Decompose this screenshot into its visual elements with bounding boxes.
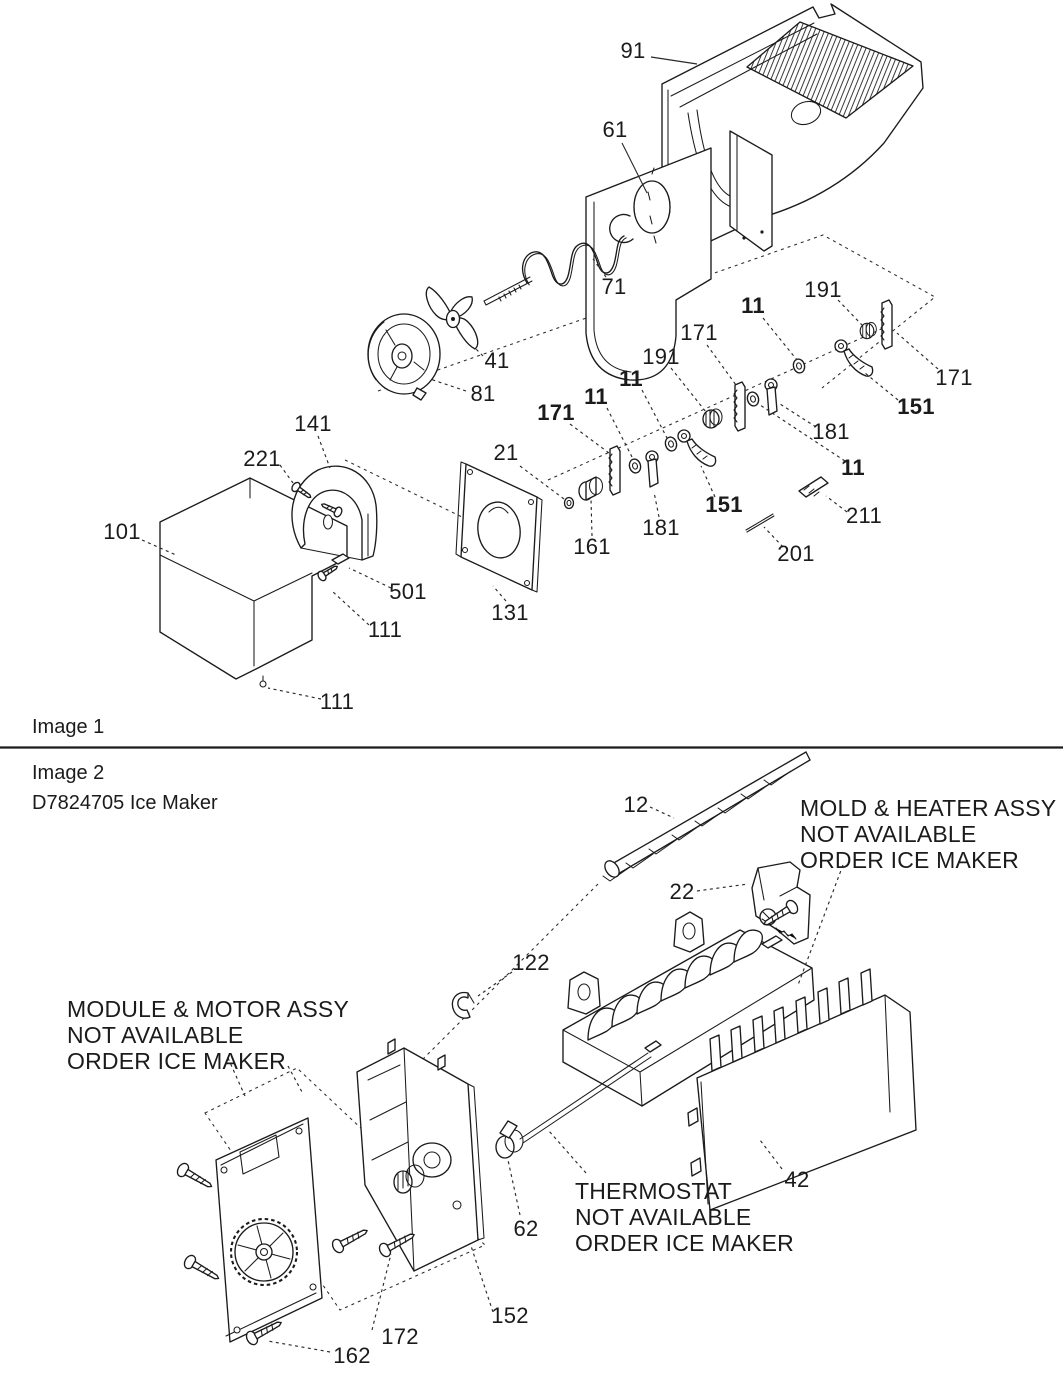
mold-heater-note-line: NOT AVAILABLE bbox=[800, 821, 977, 847]
image1-part-label-11: 11 bbox=[841, 455, 865, 480]
leader-line bbox=[838, 300, 862, 325]
bearing-clip-122-drawing bbox=[452, 992, 474, 1018]
ring-drawing bbox=[565, 498, 574, 509]
pin-201-drawing bbox=[746, 514, 774, 532]
spacer-191a-drawing bbox=[703, 409, 722, 428]
stud-211-drawing bbox=[799, 477, 828, 497]
leader-line bbox=[697, 884, 748, 891]
image1-part-label-221: 221 bbox=[243, 446, 281, 471]
leader-line bbox=[654, 492, 659, 517]
rotor-pulley-drawing bbox=[368, 314, 440, 400]
image1-part-label-151: 151 bbox=[897, 394, 935, 419]
image1-part-label-211: 211 bbox=[846, 503, 882, 528]
auger-motor-housing-drawing bbox=[160, 478, 347, 687]
image1-part-label-81: 81 bbox=[470, 381, 496, 406]
leader-line bbox=[508, 1160, 520, 1215]
arm-151a-drawing bbox=[678, 430, 716, 466]
leader-line bbox=[332, 591, 369, 625]
thermostat-note bbox=[575, 1178, 794, 1256]
image1-part-label-201: 201 bbox=[777, 541, 815, 566]
leader-line bbox=[865, 373, 898, 400]
image1-part-label-11: 11 bbox=[741, 293, 765, 318]
ice-stripper-22-drawing bbox=[752, 862, 810, 944]
module-motor-note-line: ORDER ICE MAKER bbox=[67, 1048, 286, 1074]
mold-heater-note-line: ORDER ICE MAKER bbox=[800, 847, 1019, 873]
link-181a-drawing bbox=[646, 451, 658, 487]
blade-171a-drawing bbox=[609, 446, 620, 495]
leader-line bbox=[780, 404, 816, 427]
image1-part-label-181: 181 bbox=[812, 419, 850, 444]
spacer-191b-drawing bbox=[860, 323, 876, 339]
image1-part-label-91: 91 bbox=[620, 38, 646, 63]
thermostat-note-line: THERMOSTAT bbox=[575, 1178, 733, 1204]
leader-line bbox=[430, 379, 466, 391]
image2-part-label-12: 12 bbox=[623, 792, 649, 817]
image2-subtitle: D7824705 Ice Maker bbox=[32, 792, 218, 814]
image2-part-label-62: 62 bbox=[513, 1216, 539, 1241]
thermostat-note-line: NOT AVAILABLE bbox=[575, 1204, 752, 1230]
screw-drawing bbox=[182, 1253, 222, 1284]
leader-line bbox=[318, 436, 330, 468]
screw-drawing bbox=[330, 1224, 370, 1254]
image1-part-label-131: 131 bbox=[491, 600, 529, 625]
leader-line bbox=[268, 688, 321, 699]
mold-heater-note-line: MOLD & HEATER ASSY bbox=[800, 795, 1057, 821]
mounting-plate-drawing bbox=[456, 462, 542, 592]
image2-part-label-162: 162 bbox=[333, 1343, 371, 1368]
leader-line bbox=[651, 57, 697, 64]
image1-part-label-61: 61 bbox=[602, 117, 628, 142]
image1-part-label-111: 111 bbox=[367, 617, 403, 642]
leader-line bbox=[671, 368, 706, 412]
leader-line bbox=[591, 499, 592, 536]
image1-part-label-21: 21 bbox=[493, 440, 519, 465]
image1-part-label-181: 181 bbox=[642, 515, 680, 540]
module-housing-drawing bbox=[357, 1039, 484, 1271]
leader-line bbox=[268, 1341, 330, 1352]
image1-part-label-191: 191 bbox=[642, 344, 680, 369]
leader-line bbox=[570, 424, 609, 453]
washer-11d-drawing bbox=[792, 358, 806, 374]
image1-part-label-161: 161 bbox=[573, 534, 611, 559]
leader-line bbox=[349, 568, 391, 588]
auger-shaft-drawing bbox=[484, 277, 532, 305]
image2-part-label-42: 42 bbox=[784, 1167, 810, 1192]
arm-151b-drawing bbox=[835, 340, 873, 376]
leader-line bbox=[493, 586, 506, 601]
image2-part-label-22: 22 bbox=[669, 879, 695, 904]
image1-drawing bbox=[160, 4, 935, 687]
leader-line bbox=[372, 1254, 391, 1330]
image1-part-label-71: 71 bbox=[601, 274, 627, 299]
washer-11a-drawing bbox=[628, 458, 642, 474]
image1-part-label-11: 11 bbox=[584, 384, 608, 409]
mold-heater-note bbox=[800, 795, 1056, 873]
image1-part-label-141: 141 bbox=[294, 411, 332, 436]
leader-line bbox=[763, 318, 797, 360]
image2-part-label-152: 152 bbox=[491, 1303, 529, 1328]
image1-part-label-171: 171 bbox=[680, 320, 718, 345]
leader-line bbox=[478, 972, 512, 996]
thermostat-note-line: ORDER ICE MAKER bbox=[575, 1230, 794, 1256]
leader-line bbox=[549, 1131, 586, 1173]
image1-part-label-41: 41 bbox=[484, 348, 510, 373]
washer-11b-drawing bbox=[664, 436, 678, 452]
leader-line bbox=[897, 333, 938, 369]
module-motor-note bbox=[67, 996, 349, 1074]
image1-part-label-101: 101 bbox=[103, 519, 141, 544]
motor-plate-drawing bbox=[216, 1118, 322, 1342]
leader-line bbox=[707, 345, 736, 385]
image1-part-label-111: 111 bbox=[319, 689, 355, 714]
image1-part-label-501: 501 bbox=[389, 579, 427, 604]
module-motor-note-line: MODULE & MOTOR ASSY bbox=[67, 996, 349, 1022]
image2-caption: Image 2 bbox=[32, 762, 105, 784]
blade-171b-drawing bbox=[734, 382, 745, 431]
image1-part-label-171: 171 bbox=[935, 365, 973, 390]
leader-line bbox=[280, 465, 293, 483]
image1-part-label-171: 171 bbox=[537, 400, 575, 425]
leader-line bbox=[642, 390, 667, 438]
image1-caption: Image 1 bbox=[32, 716, 105, 738]
washer-11c-drawing bbox=[746, 391, 760, 407]
nut-161-drawing bbox=[579, 477, 603, 500]
image1-part-label-151: 151 bbox=[705, 492, 743, 517]
leader-line bbox=[826, 496, 847, 512]
blade-171c-drawing bbox=[881, 300, 892, 349]
image2-part-label-172: 172 bbox=[381, 1324, 419, 1349]
module-motor-note-line: NOT AVAILABLE bbox=[67, 1022, 244, 1048]
leader-line bbox=[470, 1243, 493, 1312]
image1-part-label-191: 191 bbox=[804, 277, 842, 302]
image1-part-label-11: 11 bbox=[619, 366, 643, 391]
image2-part-label-122: 122 bbox=[512, 950, 550, 975]
leader-line bbox=[650, 807, 674, 818]
screw-drawing bbox=[175, 1161, 215, 1192]
